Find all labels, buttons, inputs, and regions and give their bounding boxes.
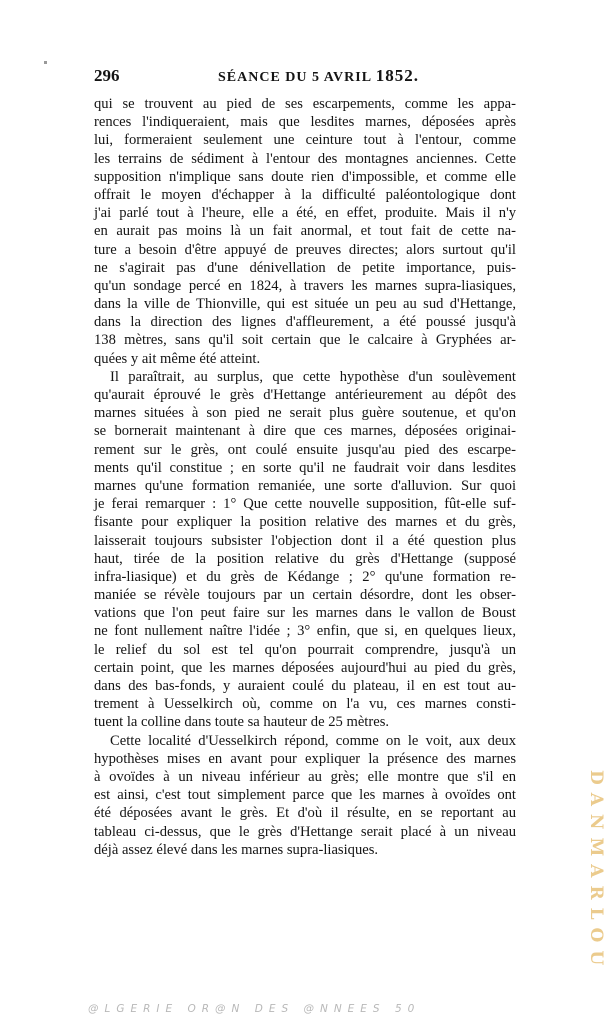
- bottom-watermark: @LGERIE OR@N DES @NNEES 50: [88, 1003, 421, 1015]
- text-line: qui se trouvent au pied de ses escarpements, comme les appa-: [94, 96, 516, 112]
- text-line: j'ai parlé tout à l'heure, elle a été, en effet, produite. Mais il n'y: [94, 205, 516, 222]
- body-text: [94, 95, 516, 859]
- running-head: [218, 66, 419, 86]
- text-line: se bornerait maintenant à dire que ces marnes, déposées originai-: [94, 423, 516, 440]
- text-line: lui, formeraient seulement une ceinture tout à l'entour, comme: [94, 132, 516, 149]
- running-head-year: 1852.: [375, 66, 420, 85]
- text-line: 138 mètres, sans qu'il soit certain que le calcaire à Gryphées ar-: [94, 332, 516, 349]
- text-line: trement à Uesselkirch où, comme on l'a vu, ces marnes consti-: [94, 696, 516, 713]
- text-line: je ferai remarquer : 1° Que cette nouvelle supposition, fût-elle suf-: [94, 496, 516, 513]
- text-line: tuent la colline dans toute sa hauteur de 25 mètres.: [94, 714, 390, 731]
- text-line: ne s'agirait pas d'une dénivellation de petite importance, puis-: [94, 259, 516, 276]
- text-line: hypothèses mises en avant pour expliquer la présence des marnes: [94, 750, 516, 767]
- text-line: fisante pour expliquer la position relative des marnes et du grès,: [94, 514, 516, 531]
- running-head-title: SÉANCE DU 5 AVRIL: [218, 70, 372, 85]
- text-line: ne font nullement naître l'idée ; 3° enfin, que si, en quelques lieux,: [94, 623, 516, 640]
- text-line: marnes situées à son pied ne serait plus guère soutenue, et qu'on: [94, 405, 516, 422]
- text-line: Il paraîtrait, au surplus, que cette hypothèse d'un soulèvement: [110, 368, 516, 385]
- text-line: offrait le moyen d'échapper à la difficulté paléontologique dont: [94, 186, 516, 203]
- text-line: vations que l'on peut faire sur les marnes dans le vallon de Boust: [94, 605, 516, 622]
- text-line: en aurait pas moins là un fait anormal, et tout fait de cette na-: [94, 223, 516, 240]
- text-line: dans la ville de Thionville, qui est située un peu au sud d'Hettange,: [94, 296, 516, 313]
- text-line: qu'un sondage percé en 1824, à travers les marnes supra-liasiques,: [94, 277, 516, 294]
- text-line: été déposées avant le grès. Et d'où il résulte, en se reportant au: [94, 805, 516, 822]
- text-line: à ovoïdes à un niveau inférieur au grès; elle montre que s'il en: [94, 768, 516, 785]
- page-header: [94, 66, 516, 88]
- text-line: certain point, que les marnes déposées aujourd'hui au pied du grès,: [94, 659, 516, 676]
- text-line: tableau ci-dessus, que le grès d'Hettange serait placé à un niveau: [94, 823, 516, 840]
- text-line: ture a besoin d'être appuyé de preuves directes; alors surtout qu'il: [94, 241, 516, 258]
- text-line: maniée se révèle toujours par un certain désordre, dont les obser-: [94, 587, 516, 604]
- text-line: qu'aurait éprouvé le grès d'Hettange antérieurement au dépôt des: [94, 387, 516, 403]
- text-line: rences l'indiqueraient, mais que lesdites marnes, déposées après: [94, 114, 516, 131]
- text-line: ments qu'il constitue ; en sorte qu'il ne faudrait voir dans lesdites: [94, 459, 516, 476]
- text-line: le relief du sol est tel qu'on pourrait comprendre, jusqu'à un: [94, 641, 516, 658]
- text-line: quées y ait même été atteint.: [94, 350, 261, 367]
- text-line: les terrains de sédiment à l'entour des montagnes anciennes. Cette: [94, 150, 516, 167]
- text-line: haut, tirée de la position relative du grès d'Hettange (supposé: [94, 550, 516, 567]
- text-line: infra-liasique) et du grès de Kédange ; 2° qu'une formation re-: [94, 568, 516, 585]
- text-line: rement sur le grès, ont coulé ensuite jusqu'au pied des escarpe-: [94, 441, 516, 458]
- text-line: dans des bas-fonds, y auraient coulé du plateau, il en est tout au-: [94, 678, 516, 694]
- text-line: laisserait toujours subsister l'objection dont il a été question plus: [94, 532, 516, 549]
- text-line: Cette localité d'Uesselkirch répond, comme on le voit, aux deux: [110, 732, 516, 749]
- text-line: dans la direction des lignes d'affleurement, a été poussé jusqu'à: [94, 314, 516, 331]
- text-line: est ainsi, c'est tout simplement parce que les marnes à ovoïdes ont: [94, 787, 516, 804]
- text-line: supposition n'implique sans doute rien d'impossible, et comme elle: [94, 168, 516, 185]
- page-number: 296: [94, 66, 120, 85]
- text-line: marnes qu'une formation remaniée, une sorte d'alluvion. Sur quoi: [94, 477, 516, 494]
- side-watermark: DANMARLOU: [586, 770, 606, 974]
- text-line: déjà assez élevé dans les marnes supra-liasiques.: [94, 841, 379, 858]
- scan-speck: [44, 61, 47, 64]
